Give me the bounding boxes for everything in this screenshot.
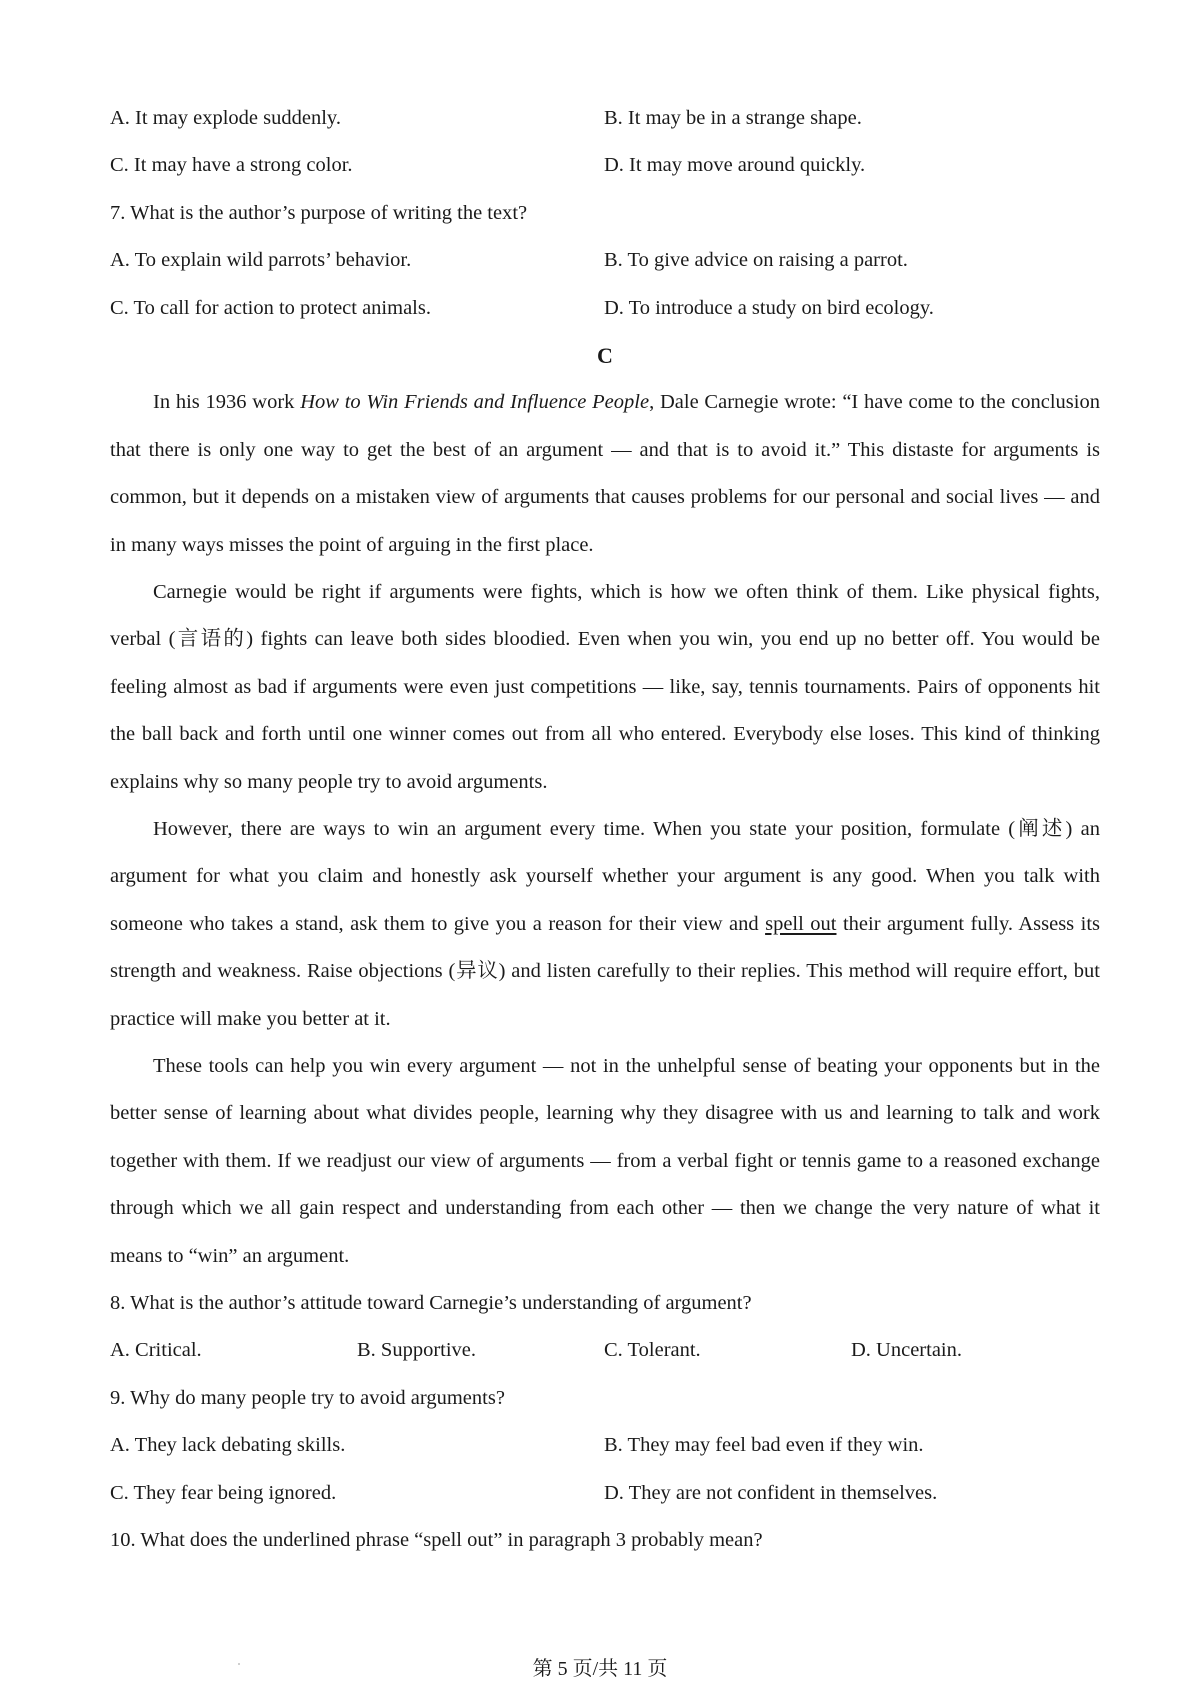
- passage-paragraph-3: [110, 806, 1100, 1043]
- question-7-options-row-2: [110, 285, 1100, 332]
- option-c: C. To call for action to protect animals.: [110, 296, 431, 319]
- option-d: D. It may move around quickly.: [604, 154, 866, 177]
- exam-page: [110, 95, 1100, 1564]
- book-title: How to Win Friends and Influence People: [300, 391, 650, 414]
- option-b: B. It may be in a strange shape.: [604, 107, 862, 129]
- passage-paragraph-1: [110, 379, 1100, 569]
- underlined-phrase: spell out: [765, 912, 837, 935]
- option-b: B. Supportive.: [357, 1339, 477, 1362]
- passage-paragraph-4: These tools can help you win every argument — not in the unhelpful sense of beating your opponents but in the better sense of learning about what divides people, learning why they disagree with us and learning to talk and work together with them. If we readjust our view of arguments — from a verbal fight or tennis game to a reasoned exchange through which we all gain respect and understanding from each other — then we change the very nature of what it means to “win” an argument.: [110, 1055, 1100, 1267]
- paragraph-text: In his 1936 work: [153, 391, 301, 414]
- question-8-options-row: [110, 1327, 1100, 1374]
- option-a: A. Critical.: [110, 1339, 202, 1362]
- option-c: C. Tolerant.: [604, 1339, 701, 1362]
- option-a: A. It may explode suddenly.: [110, 107, 341, 129]
- option-c: C. They fear being ignored.: [110, 1481, 337, 1504]
- passage-paragraph-2: Carnegie would be right if arguments were fights, which is how we often think of them. Like physical fights, verbal (言语的) fights can leave both sides bloodied. Even when you win, you end up no better off. You would be feeling almost as bad if arguments were even just competitions — like, say, tennis tournaments. Pairs of opponents hit the ball back and forth until one winner comes out from all who entered. Everybody else loses. This kind of thinking explains why so many people try to avoid arguments.: [110, 580, 1100, 793]
- option-a: A. To explain wild parrots’ behavior.: [110, 249, 412, 272]
- option-b: B. They may feel bad even if they win.: [604, 1434, 924, 1457]
- option-a: A. They lack debating skills.: [110, 1434, 346, 1457]
- question-7-stem: 7. What is the author’s purpose of writing the text?: [110, 201, 528, 224]
- question-9-options-row-1: [110, 1422, 1100, 1469]
- option-d: D. To introduce a study on bird ecology.: [604, 296, 934, 319]
- option-d: D. They are not confident in themselves.: [604, 1481, 938, 1504]
- question-9-stem: 9. Why do many people try to avoid arguments?: [110, 1386, 505, 1409]
- question-6-options-row-1: [110, 95, 1100, 142]
- option-c: C. It may have a strong color.: [110, 154, 353, 177]
- question-8-stem: 8. What is the author’s attitude toward Carnegie’s understanding of argument?: [110, 1292, 752, 1315]
- question-6-options-row-2: [110, 142, 1100, 189]
- page-number: 第 5 页/共 11 页: [532, 1658, 668, 1680]
- passage-heading: C: [597, 342, 613, 368]
- paragraph-text: , Dale Carnegie wrote: “I have come to the conclusion that there is only one way to get the best of an argument — and that is to avoid it.” This distaste for arguments is common, but it depends on a mistaken view of arguments that causes problems for our personal and social lives — and in many ways misses the point of arguing in the first place.: [110, 391, 1100, 556]
- option-d: D. Uncertain.: [851, 1339, 962, 1362]
- question-9-options-row-2: [110, 1470, 1100, 1517]
- option-b: B. To give advice on raising a parrot.: [604, 249, 908, 272]
- question-10-stem: 10. What does the underlined phrase “spell out” in paragraph 3 probably mean?: [110, 1529, 763, 1552]
- paragraph-text: their argument fully. Assess its strength and weakness. Raise objections (异议) and listen carefully to their replies. This method will require effort, but practice will make you better at it.: [110, 912, 1100, 1030]
- paragraph-text: However, there are ways to win an argument every time. When you state your position, formulate (阐述) an argument for what you claim and honestly ask yourself whether your argument is any good. When you talk with someone who takes a stand, ask them to give you a reason for their view and: [110, 818, 1100, 935]
- question-7-options-row-1: [110, 237, 1100, 284]
